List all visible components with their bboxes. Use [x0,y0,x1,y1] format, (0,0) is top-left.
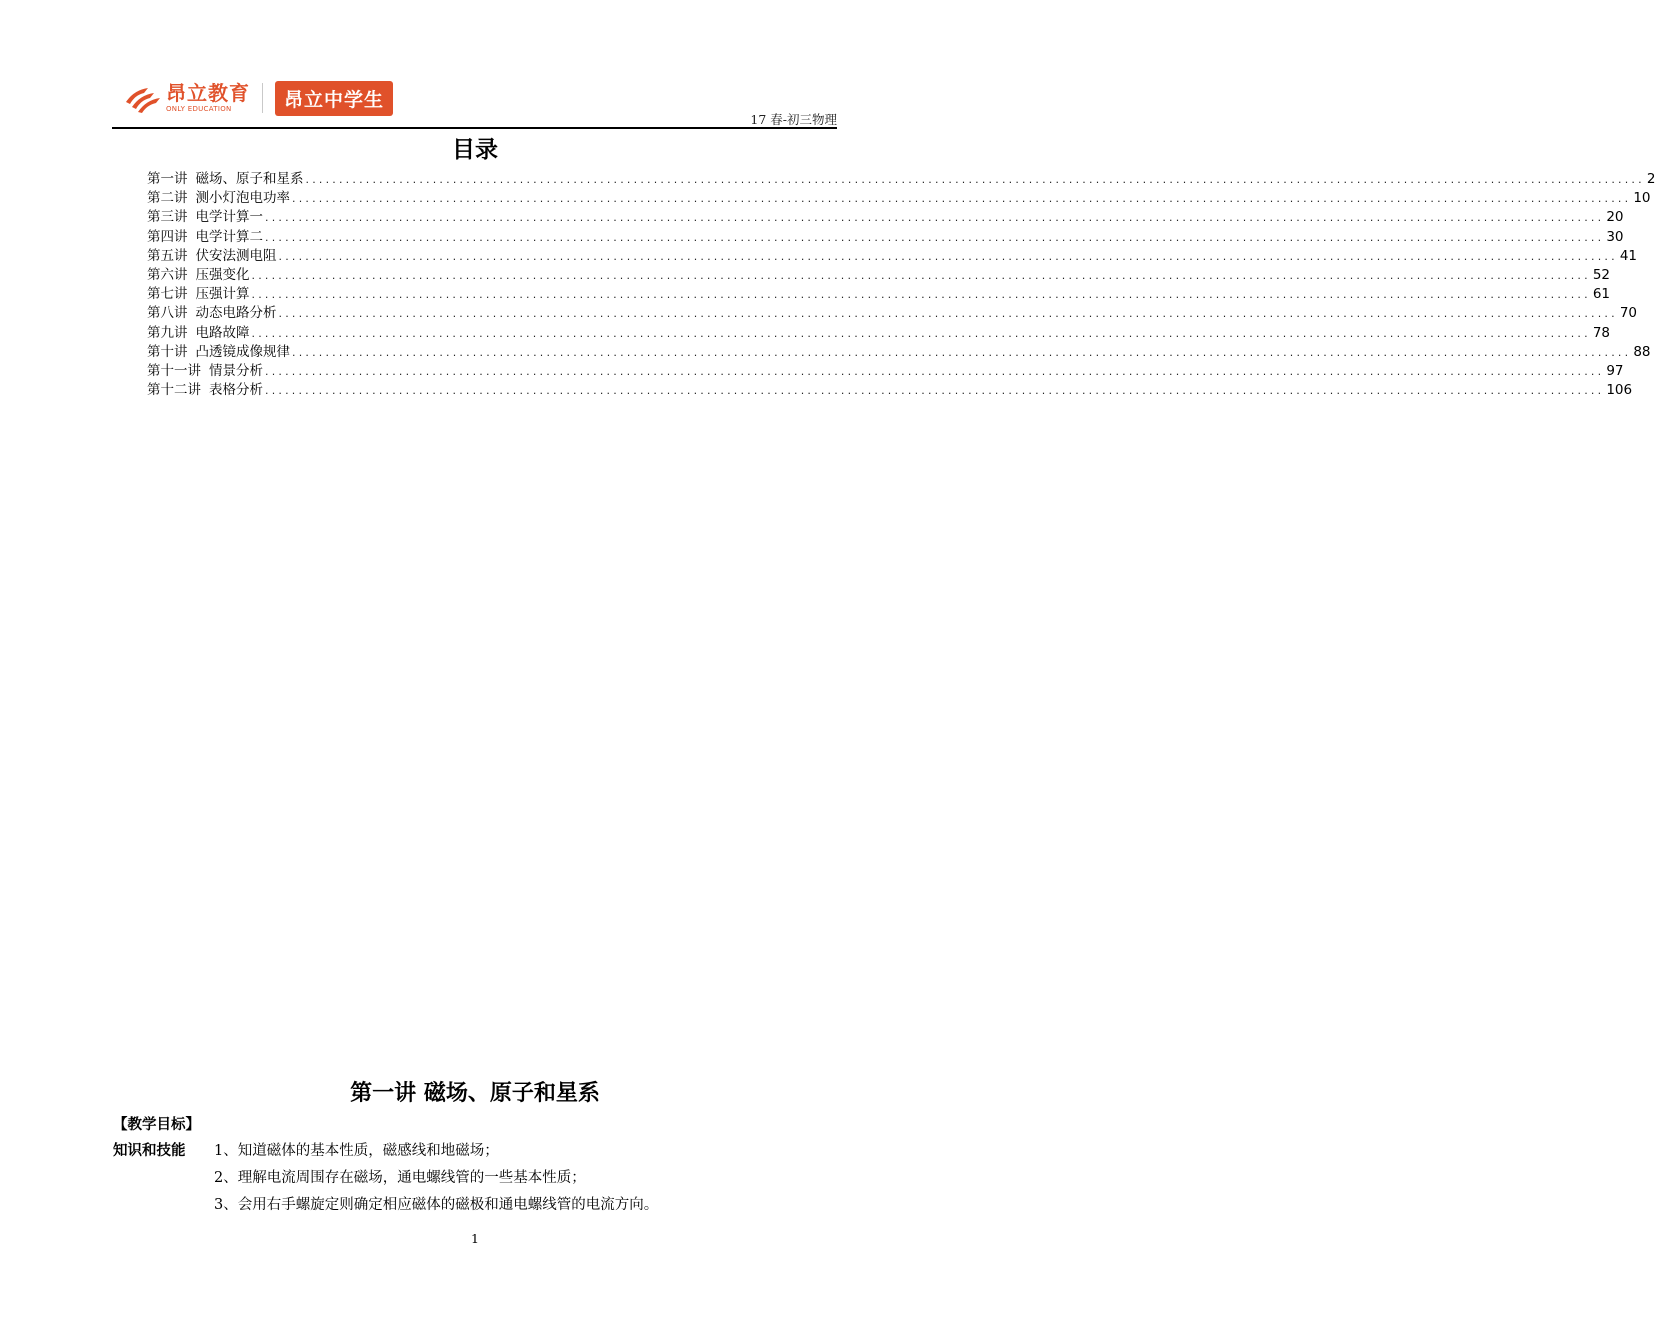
toc-entry-page: 30 [1606,228,1624,245]
toc-entry-page: 106 [1606,382,1633,399]
brand-text [166,83,250,113]
toc-entry-lecture: 第一讲 [147,171,188,187]
brand-logo-icon [122,82,162,114]
toc-entry-topic: 磁场、原子和星系 [195,171,304,187]
toc-entry-page: 41 [1619,247,1638,264]
toc-entry-topic: 电路故障 [195,324,250,341]
toc-entry-lecture: 第二讲 [147,190,188,207]
toc-entry[interactable] [147,186,1651,207]
toc-entry-leader: ........................................................................................................................................................................................................ [251,288,1591,302]
toc-entry[interactable] [147,225,1624,245]
toc-entry-topic: 凸透镜成像规律 [195,343,290,360]
toc-entry[interactable] [147,282,1611,303]
toc-entry-leader: ........................................................................................................................................................................................................ [251,268,1591,282]
toc-entry-topic: 表格分析 [209,382,263,399]
toc-entry[interactable] [147,321,1611,341]
toc-entry-leader: ........................................................................................................................................................................................................ [305,173,1645,186]
toc-entry[interactable] [147,301,1638,322]
section-label: 【教学目标】 [113,1117,200,1133]
brand-name: 昂立教育 [166,81,250,105]
toc-entry[interactable] [147,205,1624,226]
toc-entry-leader: ........................................................................................................................................................................................................ [278,307,1618,321]
toc-entry-topic: 动态电路分析 [195,305,277,322]
toc-entry-leader: ........................................................................................................................................................................................................ [265,211,1605,225]
header-logo [122,78,393,118]
toc-entry-page: 10 [1633,190,1651,207]
toc-entry-leader: ........................................................................................................................................................................................................ [265,364,1605,378]
toc-entry-leader: ........................................................................................................................................................................................................ [292,345,1632,359]
objective-item: 3、会用右手螺旋定则确定相应磁体的磁极和通电螺线管的电流方向。 [214,1197,659,1213]
toc-entry-page: 70 [1619,305,1638,322]
toc-entry-topic: 电学计算一 [195,209,263,226]
toc-entry-topic: 情景分析 [209,362,263,379]
toc-entry[interactable] [147,167,1655,187]
toc-entry-lecture: 第五讲 [147,247,188,264]
page-number: 1 [471,1231,479,1246]
toc-entry-page: 78 [1592,324,1611,341]
toc-entry-page: 97 [1606,362,1624,379]
toc-entry-lecture: 第十一讲 [147,362,201,379]
toc-title: 目录 [452,137,498,163]
toc-entry-page: 2 [1646,171,1655,187]
objectives-list [214,1139,658,1220]
objective-item: 2、理解电流周围存在磁场，通电螺线管的一些基本性质； [214,1170,586,1186]
objectives-label: 知识和技能 [113,1143,186,1159]
toc-entry-leader: ........................................................................................................................................................................................................ [251,326,1591,340]
toc-entry-lecture: 第十二讲 [147,382,201,399]
toc-entry-leader: ........................................................................................................................................................................................................ [265,384,1605,398]
toc-entry-topic: 伏安法测电阻 [195,247,277,264]
brand-english: ONLY EDUCATION [166,105,232,113]
toc-entry-page: 52 [1592,266,1611,283]
toc-entry-lecture: 第六讲 [147,266,188,283]
toc-entry[interactable] [147,263,1611,283]
toc-entry-lecture: 第三讲 [147,209,188,226]
brand-divider [262,83,263,113]
toc-entry-lecture: 第四讲 [147,228,188,245]
toc-entry-lecture: 第九讲 [147,324,188,341]
toc-entry-topic: 压强变化 [195,266,250,283]
toc-entry-leader: ........................................................................................................................................................................................................ [265,230,1605,244]
toc-entry[interactable] [147,340,1651,360]
toc-entry-leader: ........................................................................................................................................................................................................ [292,192,1632,206]
toc-entry-lecture: 第十讲 [147,343,188,360]
toc-entry-lecture: 第七讲 [147,286,188,303]
toc-entry-page: 20 [1606,209,1624,226]
toc-entry-leader: ........................................................................................................................................................................................................ [278,249,1618,263]
objective-item: 1、知道磁体的基本性质，磁感线和地磁场； [214,1143,499,1159]
toc-entry-lecture: 第八讲 [147,305,188,322]
toc-entry-topic: 测小灯泡电功率 [195,190,290,207]
toc-entry[interactable] [147,378,1633,399]
toc-entry[interactable] [147,359,1624,379]
course-label: 17 春-初三物理 [750,112,837,127]
toc-entry-page: 88 [1633,343,1651,360]
header-rule [112,127,837,129]
toc-entry-page: 61 [1592,286,1611,303]
toc-entry[interactable] [147,244,1638,264]
table-of-contents [147,167,1655,399]
toc-entry-topic: 压强计算 [195,286,250,303]
lecture-title: 第一讲 磁场、原子和星系 [350,1081,600,1106]
toc-entry-topic: 电学计算二 [195,228,263,245]
brand-badge: 昂立中学生 [275,81,393,116]
